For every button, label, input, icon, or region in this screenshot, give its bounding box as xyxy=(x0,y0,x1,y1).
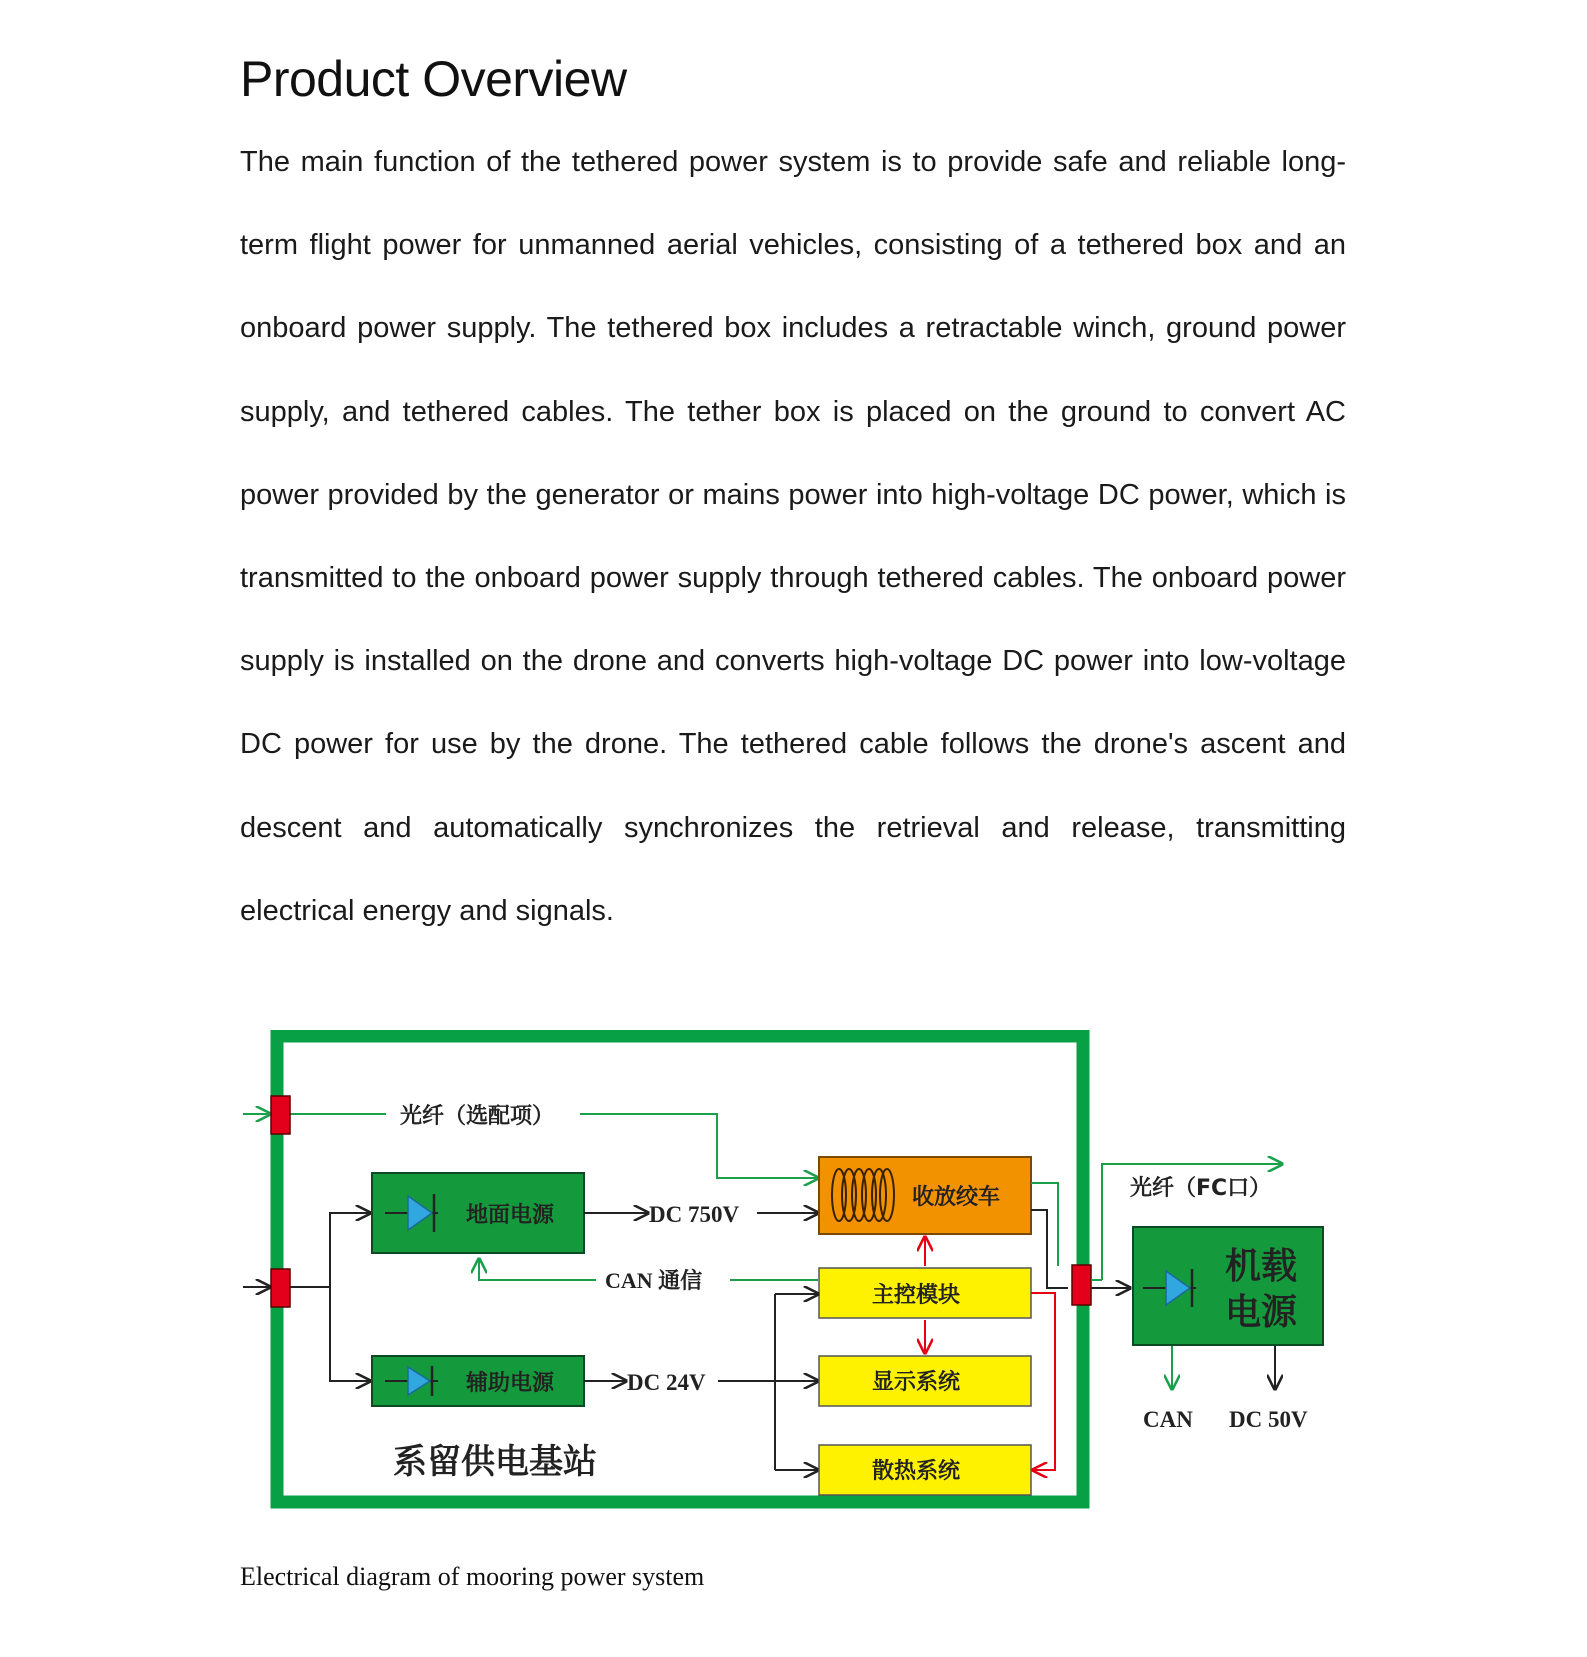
power-input-connector xyxy=(271,1269,290,1307)
dc50-output-label: DC 50V xyxy=(1229,1407,1308,1432)
display-label: 显示系统 xyxy=(872,1370,961,1395)
dc24-label: DC 24V xyxy=(627,1370,706,1395)
onboard-power-label-line2: 电源 xyxy=(1225,1292,1298,1333)
onboard-power-label-line1: 机载 xyxy=(1225,1246,1298,1287)
winch-label: 收放绞车 xyxy=(912,1185,1001,1210)
base-station-label: 系留供电基站 xyxy=(393,1442,597,1482)
tether-output-connector xyxy=(1072,1265,1091,1305)
winch-power-out xyxy=(1031,1210,1068,1288)
cooling-label: 散热系统 xyxy=(872,1459,961,1484)
ground-power-label: 地面电源 xyxy=(466,1203,555,1228)
main-control-label: 主控模块 xyxy=(872,1283,961,1308)
winch-fiber-out xyxy=(1031,1183,1058,1266)
overview-paragraph: The main function of the tethered power system is to provide safe and reliable long-term flight power for unmanned aerial vehicles, consisting of a tethered box and an onboard power supply. The tethered box includes a retractable winch, ground power supply, and tethered cables. The tether box is placed on the ground to convert AC power provided by the generator or mains power into high-voltage DC power, which is transmitted to the onboard power supply through tethered cables. The onboard power supply is installed on the drone and converts high-voltage DC power into low-voltage DC power for use by the drone. The tethered cable follows the drone's ascent and descent and automatically synchronizes the retrieval and release, transmitting electrical energy and signals. xyxy=(240,146,1346,927)
aux-power-label: 辅助电源 xyxy=(466,1371,555,1396)
can-comm-label: CAN 通信 xyxy=(605,1268,703,1293)
fiber-fc-label: 光纤（FC口） xyxy=(1130,1176,1272,1201)
fiber-line-right xyxy=(580,1114,818,1178)
page-title: Product Overview xyxy=(240,51,627,107)
can-output-label: CAN xyxy=(1143,1407,1193,1432)
fiber-optional-label: 光纤（选配项） xyxy=(400,1104,555,1129)
dc750-label: DC 750V xyxy=(649,1202,740,1227)
electrical-diagram xyxy=(0,1030,1587,1540)
fiber-input-connector xyxy=(271,1096,290,1134)
figure-caption: Electrical diagram of mooring power system xyxy=(240,1562,705,1591)
control-cooling-link xyxy=(1031,1293,1055,1470)
